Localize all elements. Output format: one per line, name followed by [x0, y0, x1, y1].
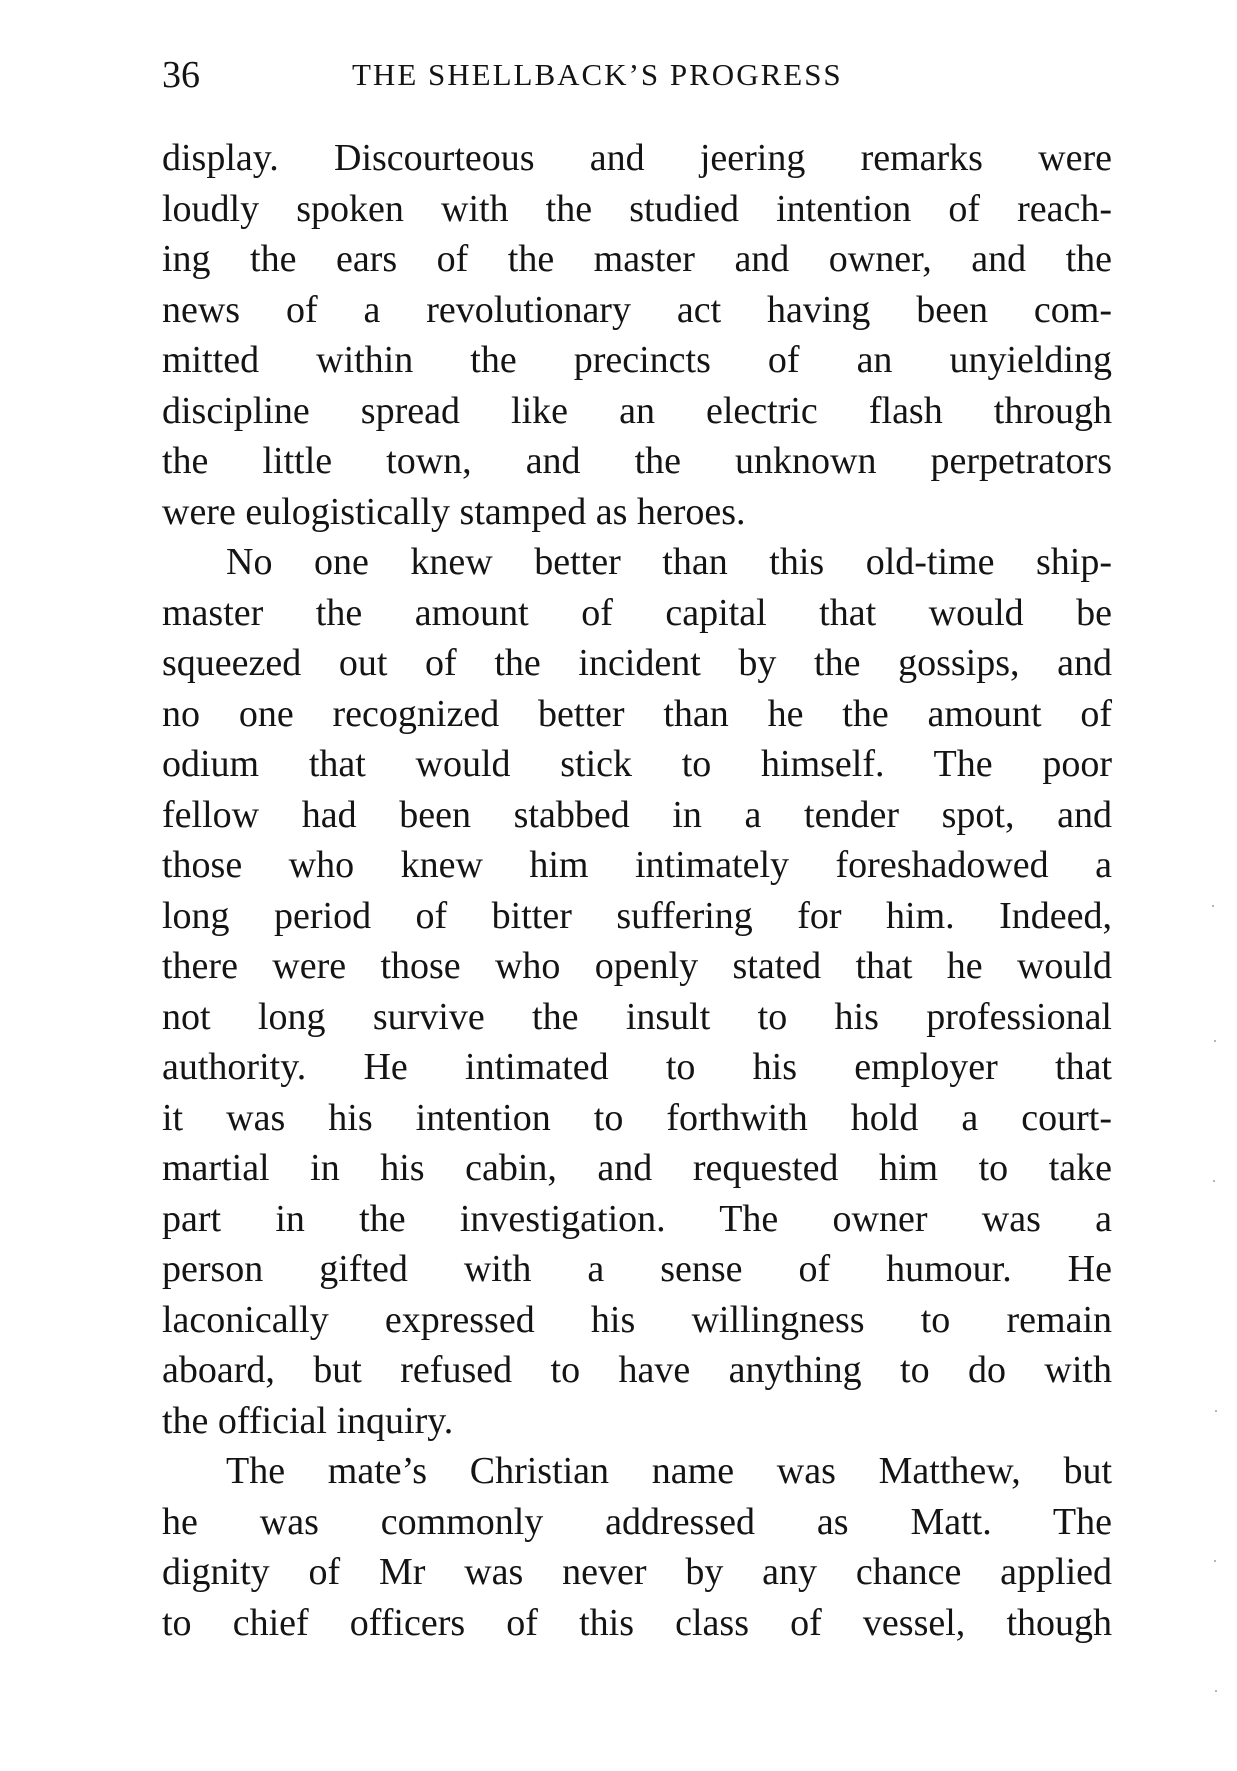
- scan-speck: [1214, 1040, 1216, 1042]
- text-line: part in the investigation. The owner was a: [162, 1197, 1112, 1240]
- text-line: he was commonly addressed as Matt. The: [162, 1500, 1112, 1543]
- text-line: discipline spread like an electric flash through: [162, 389, 1112, 432]
- text-line: odium that would stick to himself. The poor: [162, 743, 1112, 785]
- text-line: dignity of Mr was never by any chance applied: [162, 1551, 1112, 1593]
- text-line: aboard, but refused to have anything to do with: [162, 1349, 1112, 1391]
- text-line: The mate’s Christian name was Matthew, but: [226, 1450, 1112, 1492]
- body-text: [162, 133, 1112, 1648]
- scan-speck: [1214, 1560, 1216, 1562]
- text-line: person gifted with a sense of humour. He: [162, 1248, 1112, 1290]
- scan-speck: [1215, 1690, 1217, 1692]
- scan-speck: [1213, 1180, 1215, 1182]
- text-line: to chief officers of this class of vessel, though: [162, 1601, 1112, 1644]
- page-number: 36: [162, 54, 200, 96]
- text-line: the little town, and the unknown perpetrators: [162, 440, 1112, 482]
- text-line: not long survive the insult to his professional: [162, 995, 1112, 1038]
- text-line: authority. He intimated to his employer that: [162, 1046, 1112, 1088]
- text-line: No one knew better than this old-time ship-: [226, 541, 1112, 583]
- text-line: were eulogistically stamped as heroes.: [162, 490, 746, 533]
- text-line: martial in his cabin, and requested him to take: [162, 1147, 1112, 1189]
- text-line: ing the ears of the master and owner, and the: [162, 238, 1112, 280]
- scan-speck: [1215, 1410, 1217, 1412]
- text-line: no one recognized better than he the amount of: [162, 692, 1112, 735]
- text-line: laconically expressed his willingness to remain: [162, 1298, 1112, 1341]
- text-line: master the amount of capital that would be: [162, 591, 1112, 634]
- scan-speck: [1212, 905, 1214, 907]
- text-line: long period of bitter suffering for him. Indeed,: [162, 894, 1112, 937]
- text-line: news of a revolutionary act having been com-: [162, 288, 1112, 331]
- text-line: it was his intention to forthwith hold a court-: [162, 1096, 1112, 1139]
- page-header: [162, 50, 1114, 100]
- running-head: THE SHELLBACK’S PROGRESS: [352, 57, 843, 92]
- text-line: fellow had been stabbed in a tender spot, and: [162, 793, 1112, 836]
- text-line: mitted within the precincts of an unyielding: [162, 339, 1112, 381]
- text-line: the official inquiry.: [162, 1399, 454, 1442]
- text-line: display. Discourteous and jeering remarks were: [162, 137, 1112, 179]
- text-line: there were those who openly stated that he would: [162, 945, 1112, 987]
- text-line: those who knew him intimately foreshadowed a: [162, 844, 1112, 886]
- text-line: loudly spoken with the studied intention of reach-: [162, 187, 1112, 230]
- text-line: squeezed out of the incident by the gossips, and: [162, 642, 1112, 684]
